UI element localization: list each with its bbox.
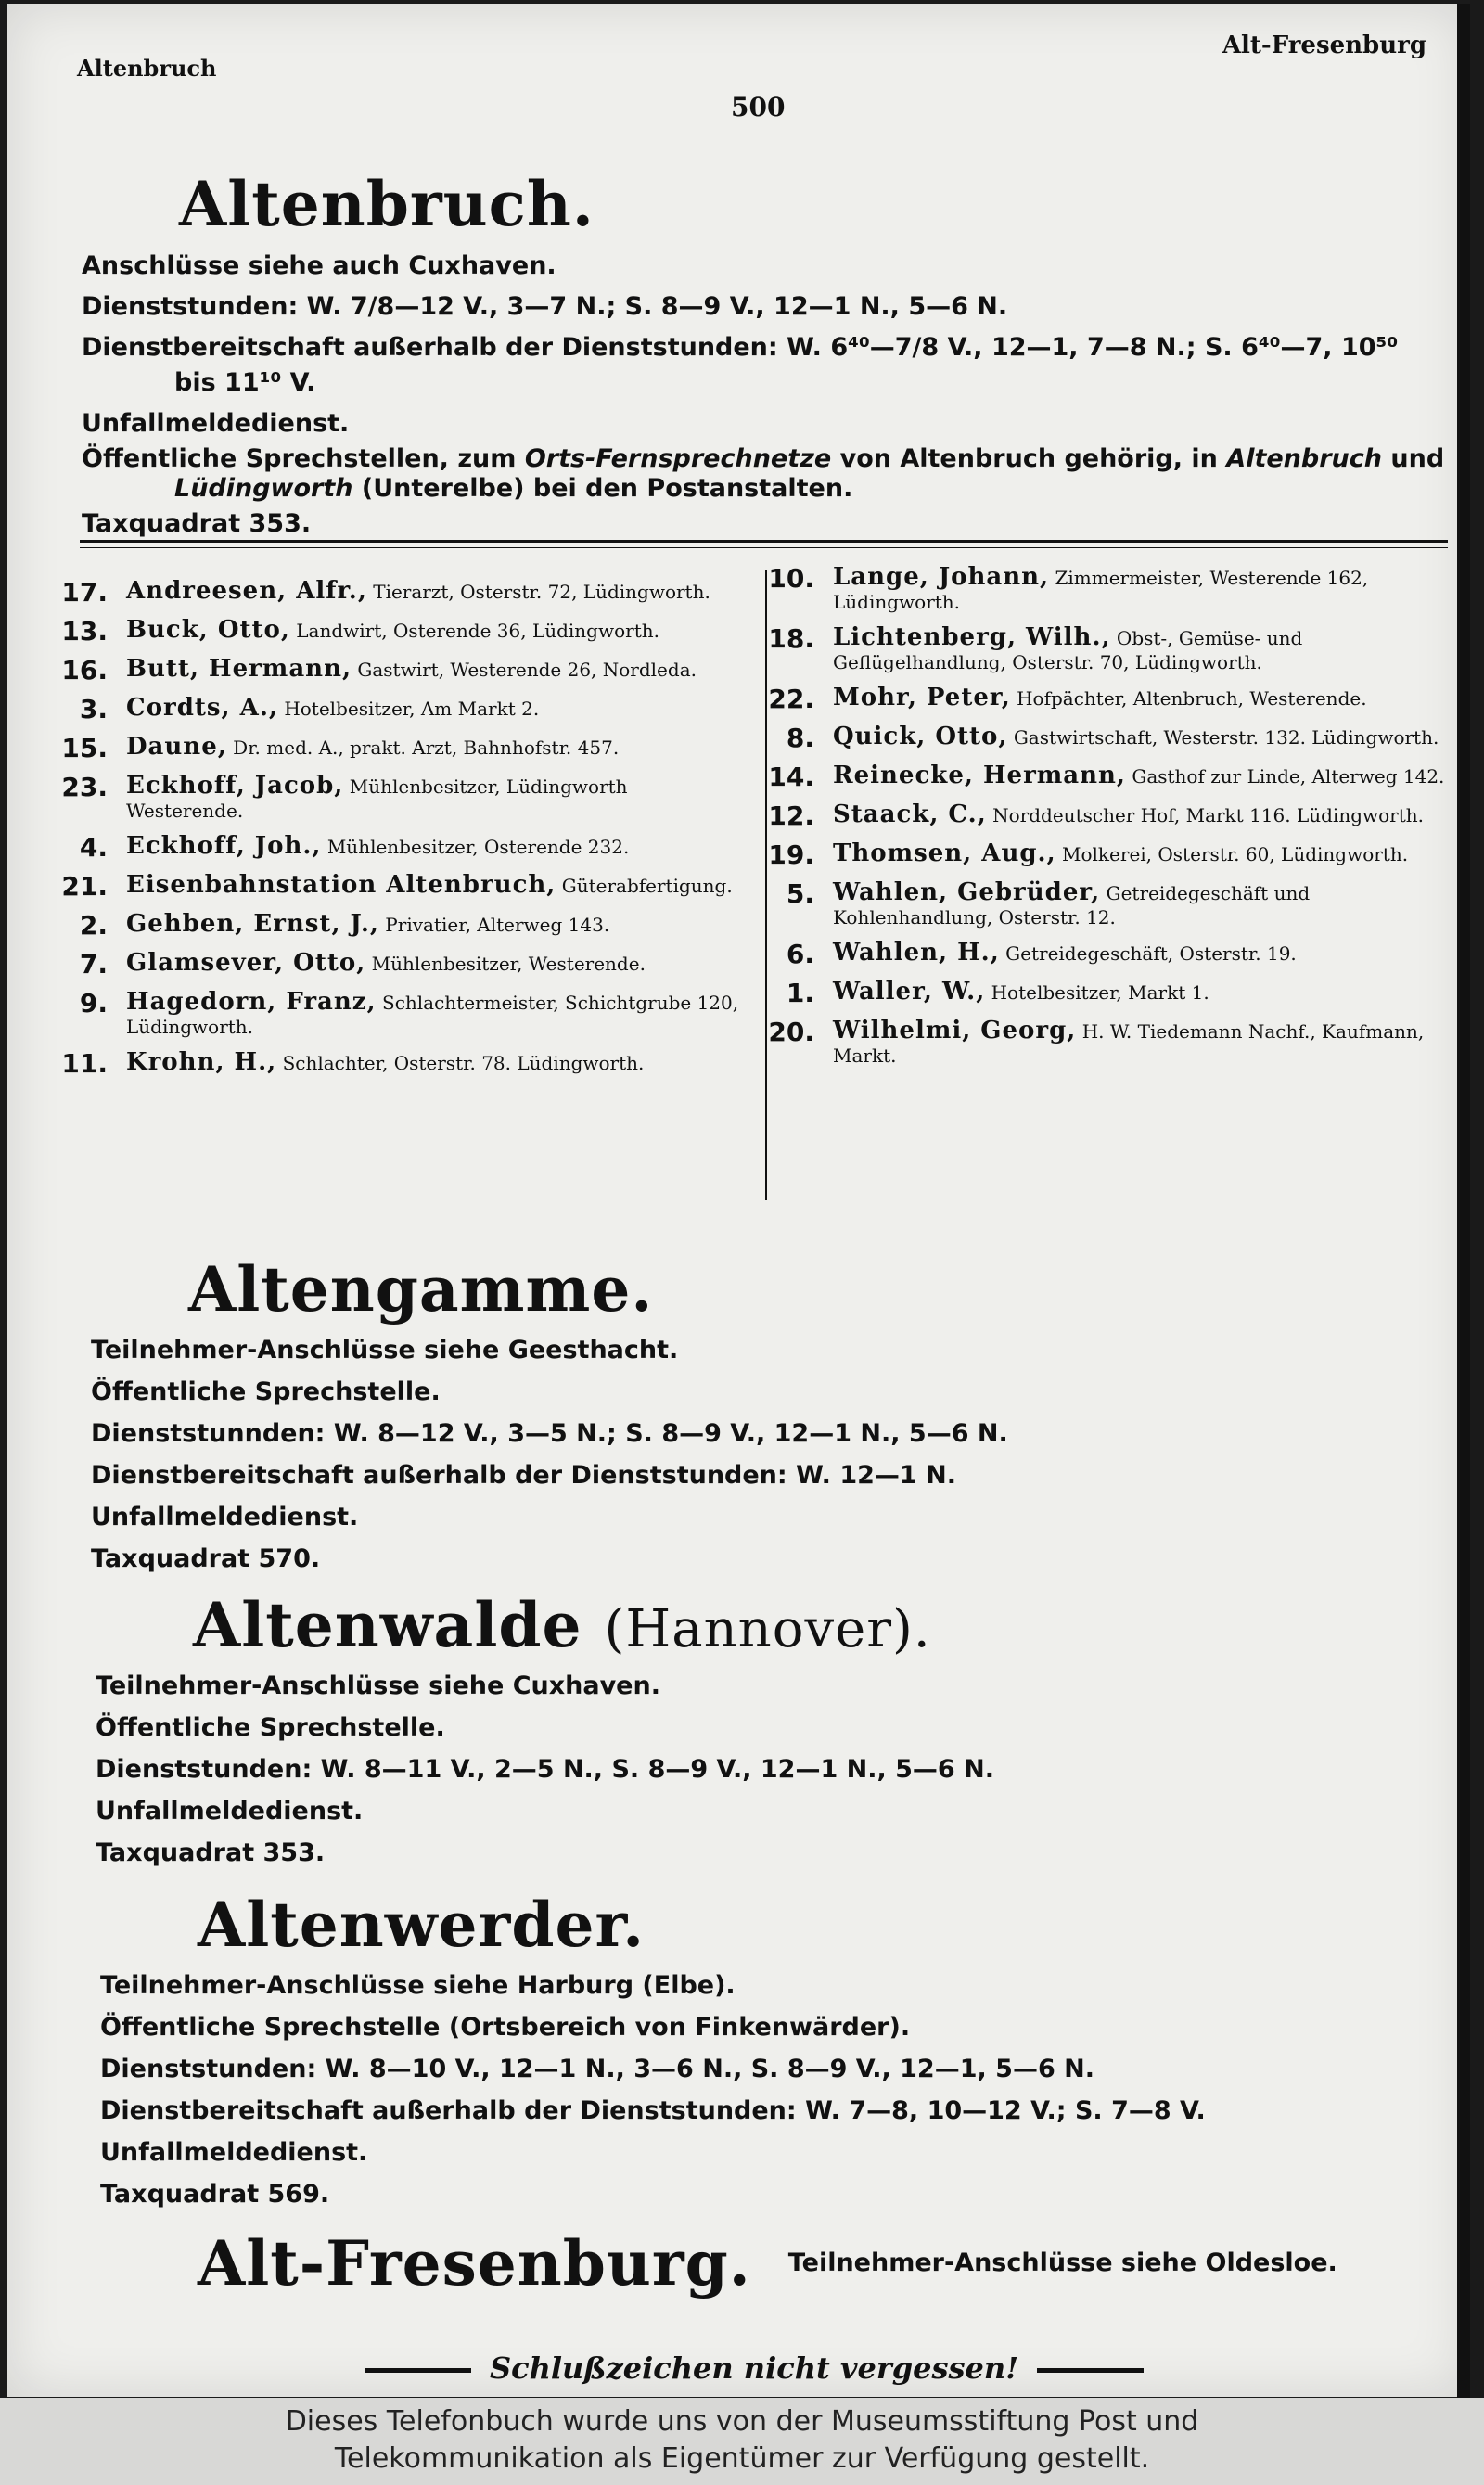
altenbruch-info	[82, 246, 1484, 544]
place-title-alt-fresenburg: Alt-Fresenburg.	[198, 2227, 751, 2299]
running-header-left: Altenbruch	[77, 55, 217, 82]
info-line: Teilnehmer-Anschlüsse siehe Harburg (Elbe).	[100, 1970, 736, 2000]
info-line: Anschlüsse siehe auch Cuxhaven.	[82, 250, 556, 280]
provenance-footer	[0, 2398, 1484, 2485]
info-line-sprechstellen: Öffentliche Sprechstellen, zum Orts-Fernsprechnetze von Altenbruch gehörig, in Altenbruch und Lüdingworth (Unterelbe) bei den Postanstalten.	[82, 443, 1445, 503]
list-item: 8. Quick, Otto, Gastwirtschaft, Westerstr. 132. Lüdingworth.	[786, 723, 1439, 753]
list-item: 6. Wahlen, H., Getreidegeschäft, Osterstr. 19.	[786, 939, 1297, 969]
info-line: Unfallmeldedienst.	[96, 1796, 364, 1825]
info-line: Taxquadrat 353.	[82, 508, 312, 538]
info-line: Dienststunden: W. 8—10 V., 12—1 N., 3—6 N., S. 8—9 V., 12—1, 5—6 N.	[100, 2054, 1094, 2083]
info-line: Dienststunden: W. 7/8—12 V., 3—7 N.; S. 8—9 V., 12—1 N., 5—6 N.	[82, 291, 1008, 321]
altengamme-info	[91, 1329, 1484, 1580]
closing-bar-left	[365, 2368, 471, 2373]
info-line: bis 11¹⁰ V.	[174, 367, 316, 397]
list-item: 4. Eckhoff, Joh., Mühlenbesitzer, Osterende 232.	[79, 832, 630, 863]
list-item: 23. Eckhoff, Jacob, Mühlenbesitzer, Lüdingworth Westerende.	[61, 772, 628, 822]
info-line: Dienstbereitschaft außerhalb der Dienststunden: W. 12—1 N.	[91, 1460, 956, 1490]
subscriber-list-left	[33, 579, 748, 1089]
list-item: 14. Reinecke, Hermann, Gasthof zur Linde, Alterweg 142.	[768, 762, 1445, 792]
list-item: 15. Daune, Dr. med. A., prakt. Arzt, Bahnhofstr. 457.	[61, 733, 620, 763]
info-line: Teilnehmer-Anschlüsse siehe Cuxhaven.	[96, 1671, 660, 1700]
info-line: Unfallmeldedienst.	[100, 2137, 368, 2167]
list-item: 7. Glamsever, Otto, Mühlenbesitzer, Westerende.	[79, 949, 646, 980]
altenwalde-info	[96, 1665, 1484, 1874]
list-item: 18. Lichtenberg, Wilh., Obst-, Gemüse- und Geflügelhandlung, Osterstr. 70, Lüdingworth.	[768, 623, 1303, 673]
info-line: Dienstbereitschaft außerhalb der Dienststunden: W. 6⁴⁰—7/8 V., 12—1, 7—8 N.; S. 6⁴⁰—7, 10⁵⁰	[82, 332, 1399, 362]
section-altenwalde	[96, 1589, 1484, 1874]
info-line: Dienstbereitschaft außerhalb der Dienststunden: W. 7—8, 10—12 V.; S. 7—8 V.	[100, 2095, 1206, 2125]
info-line: Öffentliche Sprechstelle.	[91, 1377, 441, 1406]
double-rule-top	[80, 540, 1448, 543]
list-item: 13. Buck, Otto, Landwirt, Osterende 36, Lüdingworth.	[61, 616, 659, 647]
place-title-altenwerder: Altenwerder.	[198, 1889, 646, 1961]
section-altenbruch	[82, 168, 1484, 544]
place-title-altengamme: Altengamme.	[188, 1253, 654, 1326]
list-item: 5. Wahlen, Gebrüder, Getreidegeschäft und Kohlenhandlung, Osterstr. 12.	[786, 878, 1311, 929]
list-item: 10. Lange, Johann, Zimmermeister, Westerende 162, Lüdingworth.	[768, 563, 1369, 613]
info-line: Dienststunnden: W. 8—12 V., 3—5 N.; S. 8—9 V., 12—1 N., 5—6 N.	[91, 1418, 1008, 1448]
list-item: 16. Butt, Hermann, Gastwirt, Westerende 26, Nordleda.	[61, 655, 697, 685]
scan-edge	[1457, 4, 1470, 2402]
list-item: 1. Waller, W., Hotelbesitzer, Markt 1.	[786, 978, 1209, 1008]
list-item: 20. Wilhelmi, Georg, H. W. Tiedemann Nachf., Kaufmann, Markt.	[768, 1017, 1425, 1067]
info-line: Unfallmeldedienst.	[82, 408, 350, 438]
info-line: Taxquadrat 353.	[96, 1838, 326, 1867]
list-item: 19. Thomsen, Aug., Molkerei, Osterstr. 60, Lüdingworth.	[768, 839, 1409, 870]
list-item: 17. Andreesen, Alfr., Tierarzt, Osterstr. 72, Lüdingworth.	[61, 577, 710, 608]
footer-line: Telekommunikation als Eigentümer zur Verfügung gestellt.	[334, 2442, 1150, 2475]
section-alt-fresenburg	[198, 2227, 1484, 2299]
section-altengamme	[91, 1253, 1484, 1580]
section-altenwerder	[100, 1891, 1484, 2215]
info-line: Öffentliche Sprechstelle.	[96, 1712, 445, 1742]
closing-bar-right	[1037, 2368, 1144, 2373]
list-item: 12. Staack, C., Norddeutscher Hof, Markt 116. Lüdingworth.	[768, 801, 1424, 831]
altenwerder-info	[100, 1965, 1484, 2215]
list-item: 22. Mohr, Peter, Hofpächter, Altenbruch, Westerende.	[768, 684, 1367, 714]
info-line: Öffentliche Sprechstelle (Ortsbereich von Finkenwärder).	[100, 2012, 911, 2042]
info-line: Unfallmeldedienst.	[91, 1502, 359, 1531]
subscriber-list-right	[740, 565, 1454, 1079]
place-title-altenbruch: Altenbruch.	[179, 168, 595, 240]
running-header-right: Alt-Fresenburg	[1222, 32, 1426, 59]
list-item: 9. Hagedorn, Franz, Schlachtermeister, Schichtgrube 120, Lüdingworth.	[79, 988, 739, 1038]
info-line: Dienststunden: W. 8—11 V., 2—5 N., S. 8—9 V., 12—1 N., 5—6 N.	[96, 1754, 994, 1784]
place-title-altenwalde: Altenwalde (Hannover).	[193, 1589, 931, 1661]
directory-page	[7, 4, 1468, 2397]
list-item: 11. Krohn, H., Schlachter, Osterstr. 78. Lüdingworth.	[61, 1048, 645, 1079]
list-item: 2. Gehben, Ernst, J., Privatier, Alterweg 143.	[79, 910, 610, 941]
list-item: 3. Cordts, A., Hotelbesitzer, Am Markt 2.	[79, 694, 540, 724]
footer-line: Dieses Telefonbuch wurde uns von der Museumsstiftung Post und	[285, 2405, 1199, 2438]
closing-note: Schlußzeichen nicht vergessen!	[346, 2351, 1162, 2386]
info-line: Taxquadrat 570.	[91, 1544, 321, 1573]
info-line: Teilnehmer-Anschlüsse siehe Geesthacht.	[91, 1335, 679, 1364]
info-line: Taxquadrat 569.	[100, 2179, 330, 2209]
page-number: 500	[731, 92, 786, 122]
double-rule-bottom	[80, 547, 1448, 548]
alt-fresenburg-note: Teilnehmer-Anschlüsse siehe Oldesloe.	[787, 2248, 1337, 2278]
list-item: 21. Eisenbahnstation Altenbruch, Güterabfertigung.	[61, 871, 733, 902]
